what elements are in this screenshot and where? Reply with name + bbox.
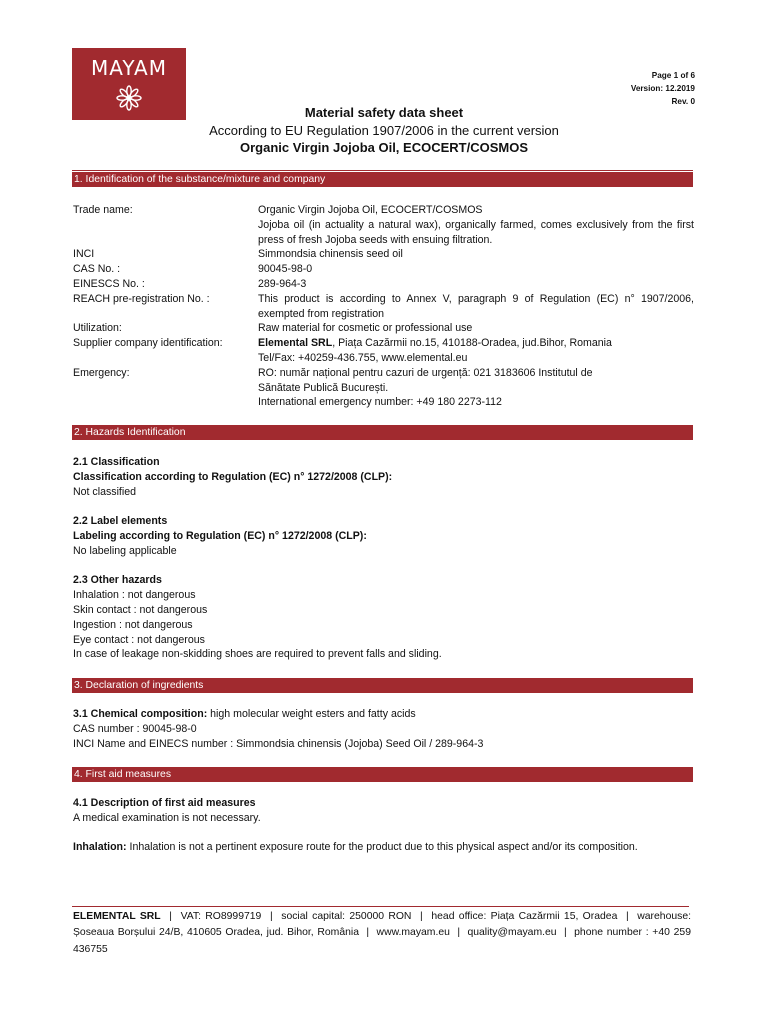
inci-einecs: INCI Name and EINECS number : Simmondsia chinensis (Jojoba) Seed Oil / 289-964-3 [73,737,484,750]
row-label: INCI [73,248,95,261]
row-label: Supplier company identification: [73,337,223,350]
row-label: EINESCS No. : [73,277,145,290]
row-value: 90045-98-0 [258,263,313,276]
classification-title: 2.1 Classification [73,456,160,468]
spacer [73,826,694,841]
trade-name-value: Organic Virgin Jojoba Oil, ECOCERT/COSMOS [258,204,483,216]
list-item: Inhalation : not dangerous [73,589,196,602]
label-elements-title: 2.2 Label elements [73,515,168,528]
footer-divider [72,906,689,907]
footer [73,909,694,958]
section-4-heading: 4. First aid measures [72,767,693,782]
classification-regulation: Classification according to Regulation (EC) n° 1272/2008 (CLP): [73,470,393,483]
section-1-heading: 1. Identification of the substance/mixture and company [72,172,693,187]
cas-number: CAS number : 90045-98-0 [73,722,197,735]
row-value: 289-964-3 [258,277,307,290]
row-value: Raw material for cosmetic or professional use [258,322,473,335]
page-number: Page 1 of 6 [651,71,695,80]
composition-label: 3.1 Chemical composition: [73,708,208,720]
labeling-value: No labeling applicable [73,544,177,557]
version: Version: 12.2019 [630,84,695,93]
identification-table [73,203,694,410]
spacer [73,559,694,574]
footer-company: ELEMENTAL SRL [73,911,161,922]
other-hazards-title: 2.3 Other hazards [73,574,162,587]
trade-name-description: Jojoba oil (in actuality a natural wax), organically farmed, comes exclusively from the first press of fresh Jojoba seeds with ensuing filtration. [258,218,694,246]
inhalation-label: Inhalation: [73,841,127,854]
list-item: Skin contact : not dangerous [73,603,208,616]
composition-value: high molecular weight esters and fatty acids [207,708,416,720]
document-subtitle: According to EU Regulation 1907/2006 in the current version [209,122,559,138]
row-value [258,336,694,366]
first-aid-description-title: 4.1 Description of first aid measures [73,797,256,809]
row-value [258,366,694,410]
supplier-address [258,336,694,351]
revision: Rev. 0 [671,97,695,106]
first-aid-description-value: A medical examination is not necessary. [73,811,261,824]
labeling-regulation: Labeling according to Regulation (EC) n° 1272/2008 (CLP): [73,529,367,542]
hazards-content [73,455,694,662]
document-header [72,104,696,157]
row-label: CAS No. : [73,263,121,276]
table-row [73,203,694,247]
row-label: Trade name: [73,204,133,216]
list-item: Eye contact : not dangerous [73,633,205,646]
product-name: Organic Virgin Jojoba Oil, ECOCERT/COSMOS [240,140,528,155]
ingredients-content [73,707,694,751]
supplier-contact: Tel/Fax: +40259-436.755, www.elemental.eu [258,351,468,364]
row-value: This product is according to Annex V, paragraph 9 of Regulation (EC) n° 1907/2006, exempted from registration [258,292,694,320]
footer-details: | VAT: RO8999719 | social capital: 250000 RON | head office: Piața Cazărmii 15, Oradea | warehouse: Șoseaua Borșului 24/B, 410605 Oradea, jud. Bihor, România | www.mayam.eu | quality@mayam.eu | phone number : +40 259 436755 [73,911,694,955]
list-item: In case of leakage non-skidding shoes are required to prevent falls and sliding. [73,648,442,661]
section-3-heading: 3. Declaration of ingredients [72,678,693,693]
table-row [73,321,694,336]
row-value: Simmondsia chinensis seed oil [258,248,403,261]
table-row [73,366,694,410]
chemical-composition [73,707,694,722]
table-row [73,262,694,277]
section-2-heading: 2. Hazards Identification [72,425,693,440]
table-row [73,247,694,262]
table-row [73,292,694,322]
row-label: Utilization: [73,322,122,335]
row-label: Emergency: [73,366,130,379]
list-item: Ingestion : not dangerous [73,618,193,631]
supplier-address-text: , Piața Cazărmii no.15, 410188-Oradea, jud.Bihor, Romania [332,337,612,350]
table-row [73,336,694,366]
row-value [258,203,694,247]
emergency-international: International emergency number: +49 180 2273-112 [258,396,502,409]
page-info [631,69,695,108]
inhalation-text: Inhalation is not a pertinent exposure route for the product due to this physical aspect and/or its composition. [126,841,638,854]
supplier-name: Elemental SRL [258,337,333,350]
table-row [73,277,694,292]
spacer [73,499,694,514]
first-aid-content [73,796,694,855]
logo-wordmark: MAYAM [91,56,167,80]
classification-value: Not classified [73,485,136,498]
document-title: Material safety data sheet [304,105,464,120]
inhalation-paragraph [73,840,694,855]
header-divider [72,170,693,171]
emergency-national: RO: număr național pentru cazuri de urgență: 021 3183606 Institutul de Sănătate Publică București. [258,366,593,394]
row-label: REACH pre-registration No. : [73,292,210,305]
